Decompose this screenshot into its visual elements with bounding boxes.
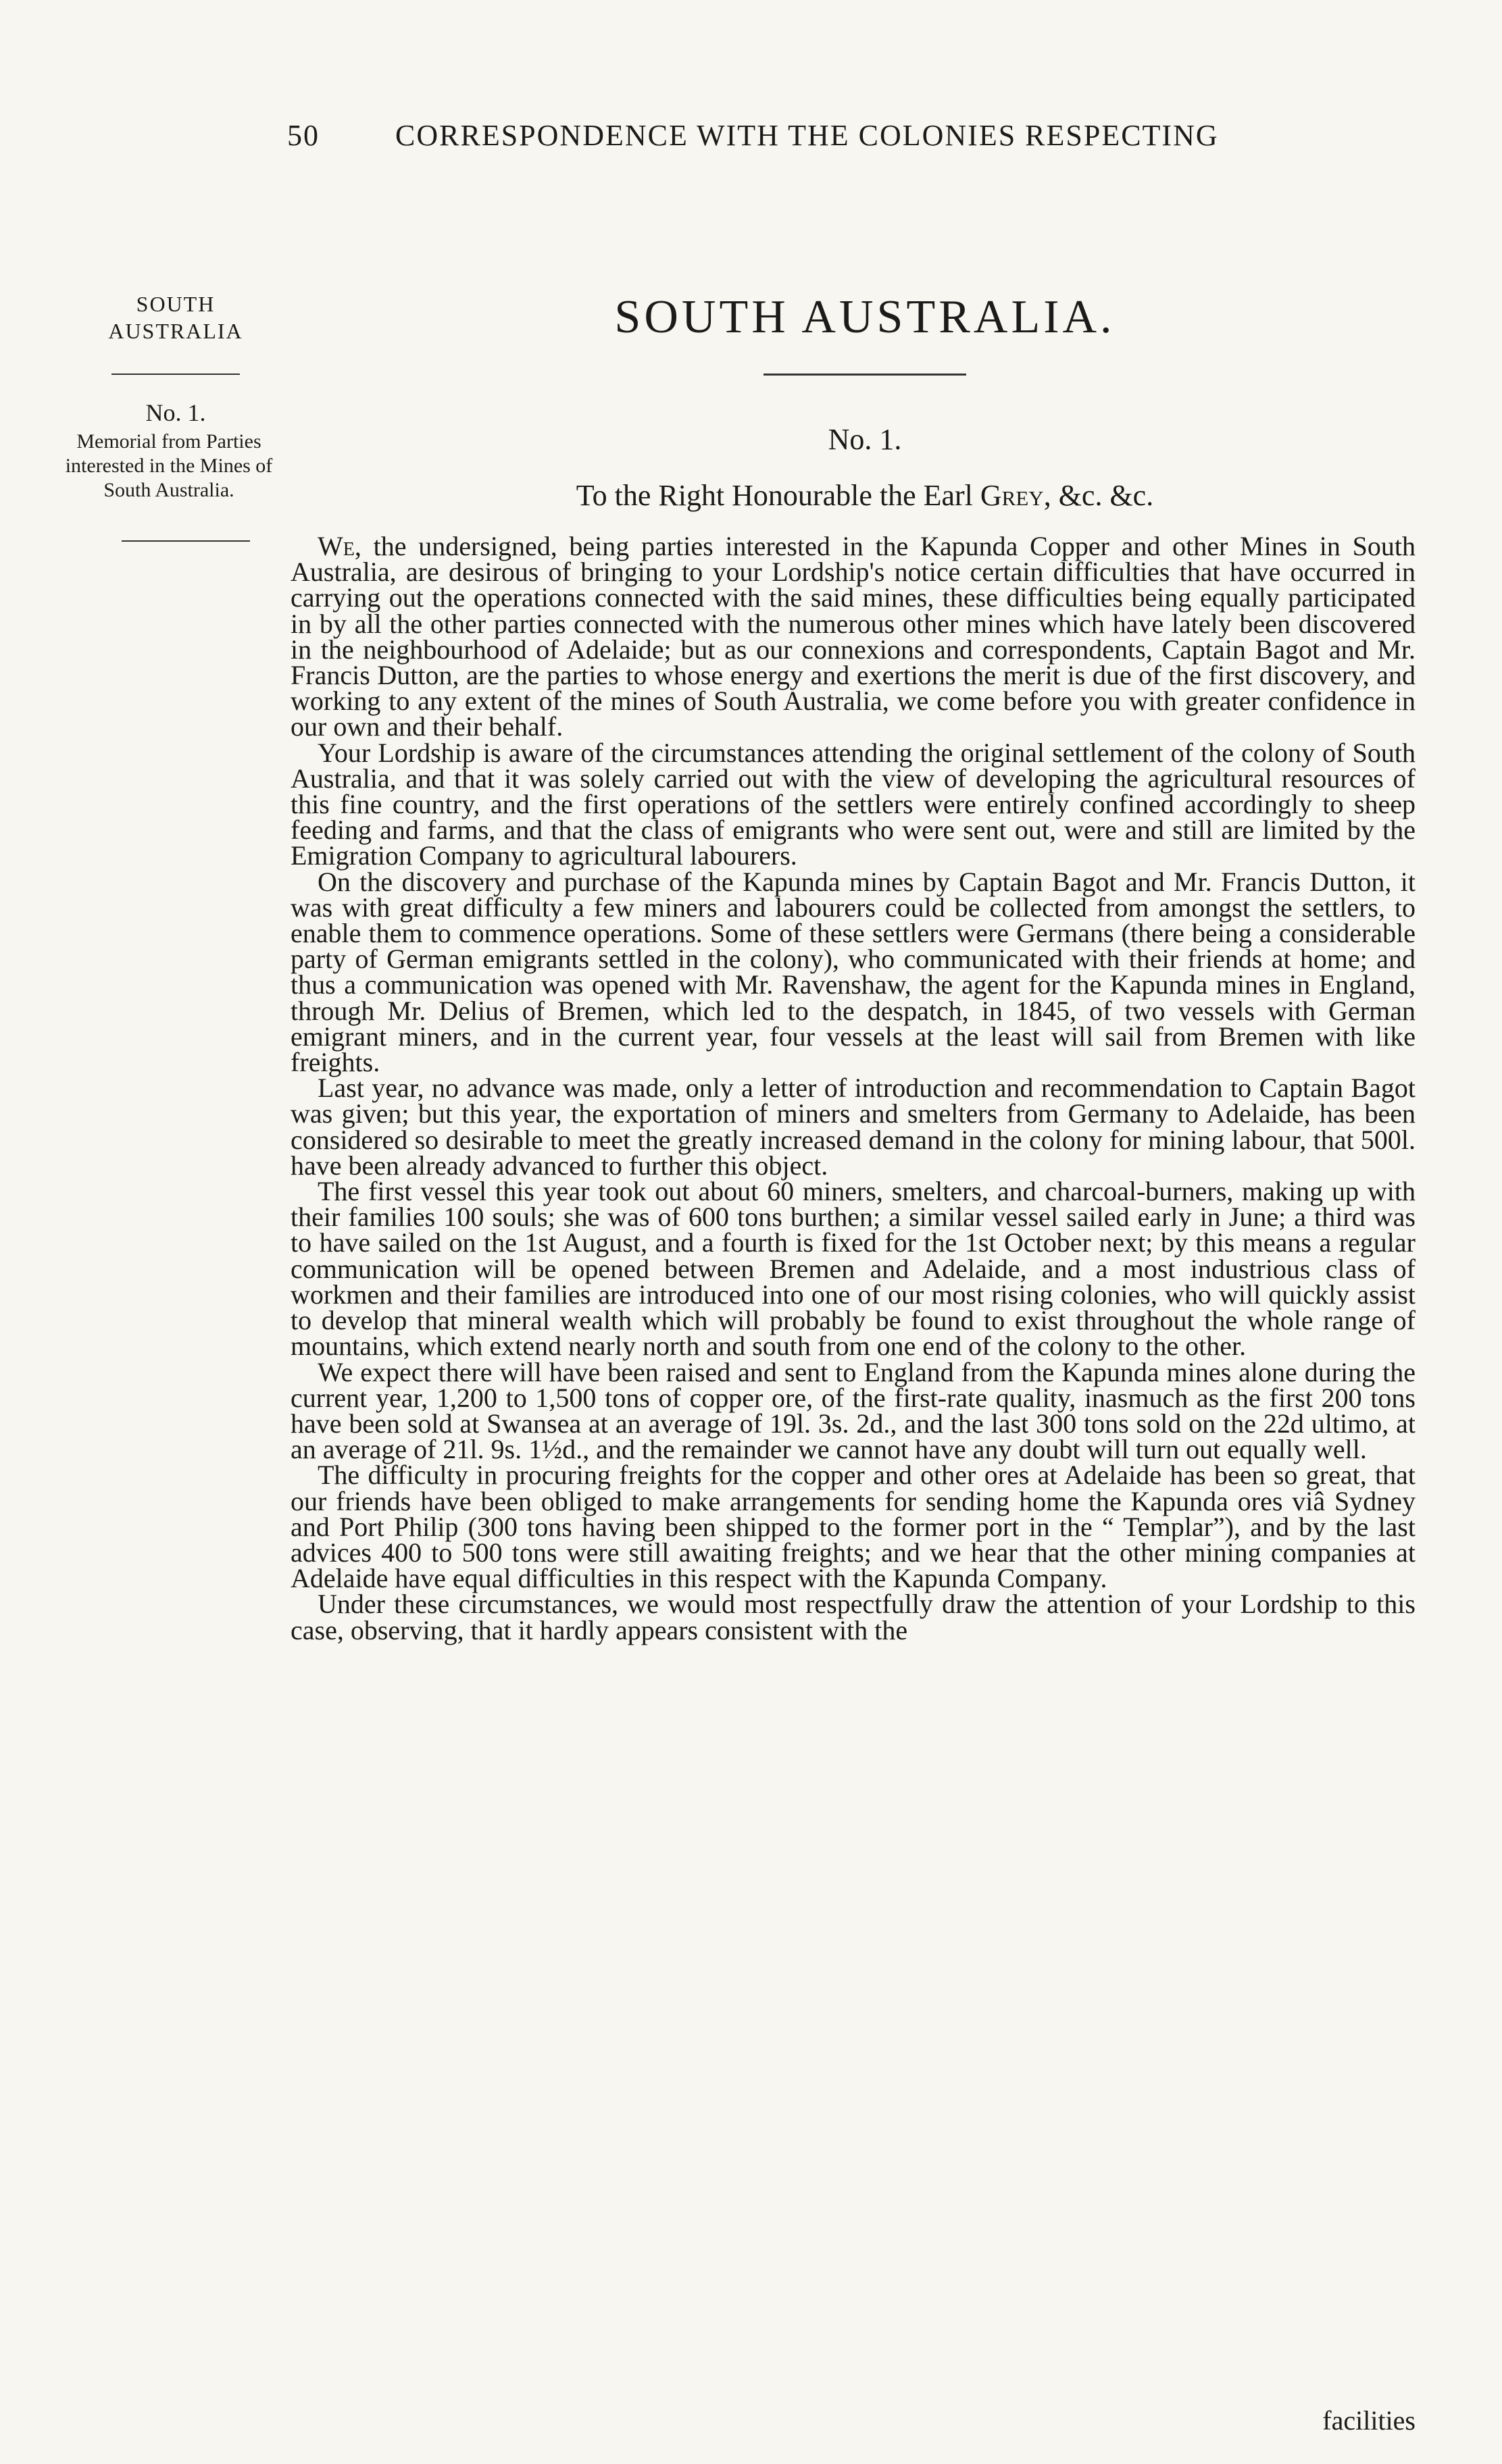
salutation-before: To the Right Honourable the Earl: [576, 479, 980, 512]
margin-description: Memorial from Parties interested in the Mines of South Australia.: [65, 430, 273, 501]
title-rule: [763, 374, 966, 376]
salutation: [291, 478, 1439, 513]
margin-rule-top: [111, 374, 240, 375]
margin-rule-bottom: [122, 540, 250, 542]
running-title: CORRESPONDENCE WITH THE COLONIES RESPECTING: [395, 119, 1219, 152]
paragraph-lead: We: [318, 531, 355, 561]
salutation-name: Grey: [980, 479, 1044, 512]
paragraph: The first vessel this year took out about 60 miners, smelters, and charcoal-burners, making up with their families 100 souls; she was of 600 tons burthen; a similar vessel sailed early in June; a third was to have sailed on the 1st August, and a fourth is fixed for the 1st October next; by this means a regular communication will be opened between Bremen and Adelaide, and a most industrious class of workmen and their families are introduced into one of our most rising colonies, who will quickly assist to develop that mineral wealth which will probably be found to exist throughout the whole range of mountains, which extend nearly north and south from one end of the colony to the other.: [291, 1176, 1416, 1362]
catchword: facilities: [1322, 2405, 1416, 2436]
running-header: [287, 118, 1341, 153]
paragraph: Last year, no advance was made, only a letter of introduction and recommendation to Captain Bagot was given; but this year, the exportation of miners and smelters from Germany to Adelaide, has been considered so desirable to meet the greatly increased demand in the colony for mining labour, that 500l. have been already advanced to further this object.: [291, 1073, 1416, 1181]
paragraph: The difficulty in procuring freights for the copper and other ores at Adelaide has been so great, that our friends have been obliged to make arrangements for sending home the Kapunda ores viâ Sydney and Port Philip (300 tons having been shipped to the former port in the “ Templar”), and by the last advices 400 to 500 tons were still awaiting freights; and we hear that the other mining companies at Adelaide have equal difficulties in this respect with the Kapunda Company.: [291, 1460, 1416, 1594]
paragraph: Under these circumstances, we would most respectfully draw the attention of your Lordship to this case, observing, that it hardly appears consistent with the: [291, 1589, 1416, 1645]
paragraph: We expect there will have been raised and sent to England from the Kapunda mines alone during the current year, 1,200 to 1,500 tons of copper ore, of the first-rate quality, inasmuch as the first 200 tons have been sold at Swansea at an average of 19l. 3s. 2d., and the last 300 tons sold on the 22d ultimo, at an average of 21l. 9s. 1½d., and the remainder we cannot have any doubt will turn out equally well.: [291, 1356, 1416, 1465]
paragraph: Your Lordship is aware of the circumstances attending the original settlement of the colony of South Australia, and that it was solely carried out with the view of developing the agricultural resources of this fine country, and the first operations of the settlers were entirely confined accordingly to sheep feeding and farms, and that the class of emigrants who were sent out, were and still are limited by the Emigration Company to agricultural labourers.: [291, 737, 1416, 871]
paragraph: On the discovery and purchase of the Kapunda mines by Captain Bagot and Mr. Francis Dutton, it was with great difficulty a few miners and labourers could be collected from amongst the settlers, to enable them to commence operations. Some of these settlers were Germans (there being a considerable party of German emigrants settled in the colony), who communicated with their friends at home; and thus a communication was opened with Mr. Ravenshaw, the agent for the Kapunda mines in England, through Mr. Delius of Bremen, which led to the despatch, in 1845, of two vessels with German emigrant miners, and in the current year, four vessels at the least will sail from Bremen with like freights.: [291, 866, 1416, 1078]
margin-country-line2: AUSTRALIA: [108, 319, 243, 343]
page-number: 50: [287, 119, 320, 152]
section-title: SOUTH AUSTRALIA.: [614, 291, 1116, 343]
document-number: No. 1.: [828, 423, 902, 456]
letter-body: [291, 531, 1416, 1645]
paragraph-text: , the undersigned, being parties interested in the Kapunda Copper and other Mines in South Australia, are desirous of bringing to your Lordship's notice certain difficulties that have occurred in carrying out the operations connected with the said mines, these difficulties being equally participated in by all the other parties connected with the numerous other mines which have lately been discovered in the neighbourhood of Adelaide; but as our connexions and correspondents, Captain Bagot and Mr. Francis Dutton, are the parties to whose energy and exertions the merit is due of the first discovery, and working to any extent of the mines of South Australia, we come before you with greater confidence in our own and their behalf.: [291, 531, 1416, 742]
salutation-after: , &c. &c.: [1043, 479, 1154, 512]
margin-country-line1: SOUTH: [136, 292, 216, 316]
margin-country: [64, 290, 287, 344]
paragraph: [291, 531, 1416, 742]
margin-doc-number: No. 1.: [145, 399, 206, 426]
